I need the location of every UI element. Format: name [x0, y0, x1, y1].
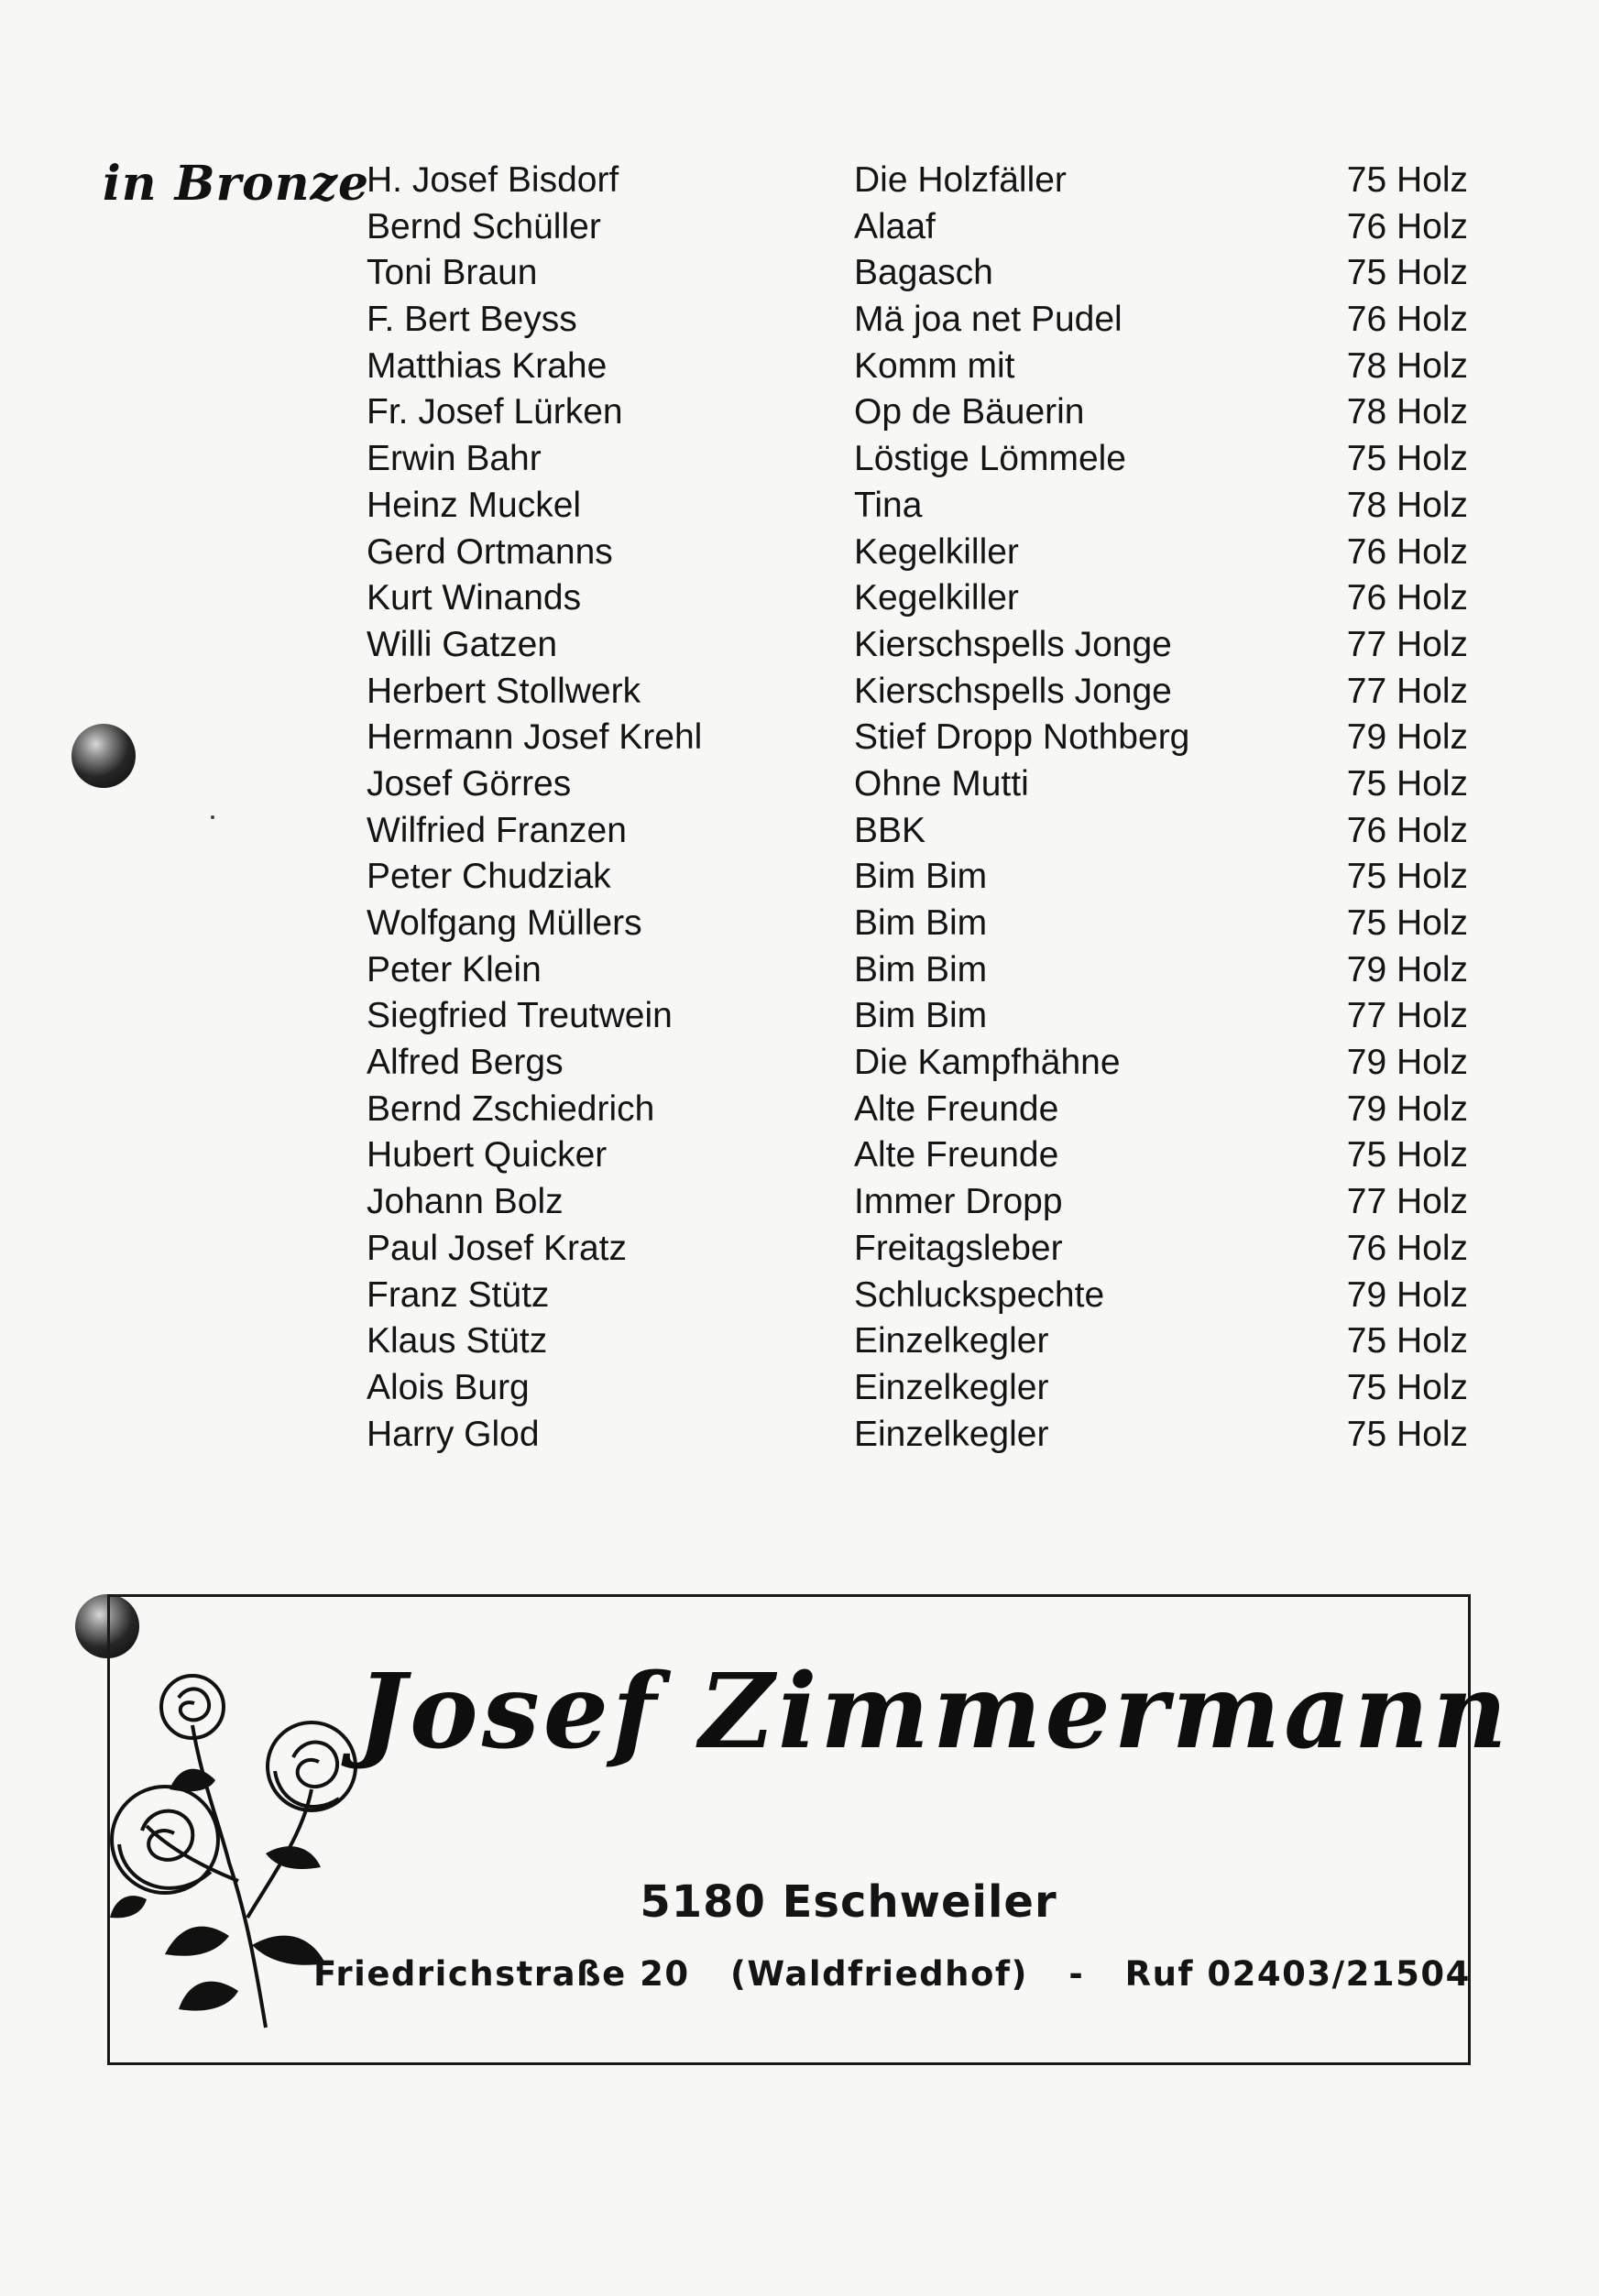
- section-title: in Bronze: [103, 156, 370, 212]
- list-row: [367, 1087, 1494, 1133]
- entry-name: F. Bert Beyss: [367, 300, 577, 340]
- list-row: [367, 1365, 1494, 1412]
- entry-name: Kurt Winands: [367, 578, 582, 618]
- entry-name: Wilfried Franzen: [367, 810, 627, 850]
- list-row: [367, 1132, 1494, 1179]
- entry-score: 75 Holz: [1346, 1414, 1468, 1454]
- entry-score: 76 Holz: [1346, 1228, 1468, 1268]
- entry-club: Die Holzfäller: [854, 160, 1067, 200]
- entry-score: 75 Holz: [1346, 253, 1468, 293]
- entry-score: 79 Holz: [1346, 1274, 1468, 1315]
- entry-club: BBK: [854, 810, 926, 850]
- list-row: [367, 436, 1494, 483]
- entry-score: 75 Holz: [1346, 903, 1468, 943]
- list-row: [367, 344, 1494, 390]
- entry-club: Stief Dropp Nothberg: [854, 717, 1190, 758]
- list-row: [367, 901, 1494, 947]
- entry-score: 78 Holz: [1346, 392, 1468, 432]
- entry-name: Willi Gatzen: [367, 624, 558, 664]
- list-row: [367, 297, 1494, 344]
- entry-club: Alte Freunde: [854, 1135, 1059, 1175]
- entry-club: Bim Bim: [854, 949, 988, 989]
- entry-score: 76 Holz: [1346, 531, 1468, 572]
- entry-name: Gerd Ortmanns: [367, 531, 613, 572]
- entry-club: Bim Bim: [854, 903, 988, 943]
- speck: [211, 815, 214, 819]
- entry-club: Op de Bäuerin: [854, 392, 1085, 432]
- entry-name: Herbert Stollwerk: [367, 671, 641, 711]
- list-row: [367, 158, 1494, 204]
- entry-score: 76 Holz: [1346, 206, 1468, 246]
- entry-score: 75 Holz: [1346, 1135, 1468, 1175]
- entry-score: 75 Holz: [1346, 1321, 1468, 1361]
- entry-club: Kierschspells Jonge: [854, 671, 1172, 711]
- entry-name: Johann Bolz: [367, 1182, 564, 1222]
- entry-name: Harry Glod: [367, 1414, 540, 1454]
- entry-name: Peter Klein: [367, 949, 542, 989]
- entry-club: Alte Freunde: [854, 1088, 1059, 1129]
- list-row: [367, 993, 1494, 1040]
- entry-club: Schluckspechte: [854, 1274, 1105, 1315]
- entry-club: Einzelkegler: [854, 1321, 1049, 1361]
- entry-name: Fr. Josef Lürken: [367, 392, 623, 432]
- entry-name: Toni Braun: [367, 253, 538, 293]
- entry-score: 79 Holz: [1346, 717, 1468, 758]
- entry-score: 76 Holz: [1346, 300, 1468, 340]
- list-row: [367, 1040, 1494, 1087]
- entry-name: Siegfried Treutwein: [367, 996, 673, 1036]
- entry-name: Bernd Schüller: [367, 206, 601, 246]
- entry-club: Kierschspells Jonge: [854, 624, 1172, 664]
- advertisement-box: [107, 1594, 1511, 2065]
- entry-name: Hubert Quicker: [367, 1135, 608, 1175]
- entry-score: 77 Holz: [1346, 996, 1468, 1036]
- list-row: [367, 622, 1494, 669]
- entry-name: Peter Chudziak: [367, 857, 611, 897]
- entry-name: Klaus Stütz: [367, 1321, 548, 1361]
- entry-name: Alois Burg: [367, 1367, 530, 1407]
- bronze-list: [367, 158, 1494, 1458]
- address-separator: -: [1068, 1954, 1085, 1994]
- list-row: [367, 761, 1494, 808]
- entry-score: 78 Holz: [1346, 485, 1468, 525]
- entry-score: 79 Holz: [1346, 1088, 1468, 1129]
- entry-club: Komm mit: [854, 345, 1015, 386]
- entry-club: Tina: [854, 485, 923, 525]
- entry-club: Alaaf: [854, 206, 936, 246]
- punch-hole: [71, 724, 136, 788]
- entry-score: 77 Holz: [1346, 1182, 1468, 1222]
- entry-score: 78 Holz: [1346, 345, 1468, 386]
- entry-name: Wolfgang Müllers: [367, 903, 642, 943]
- business-note: (Waldfriedhof): [730, 1954, 1028, 1994]
- entry-score: 75 Holz: [1346, 763, 1468, 804]
- entry-club: Kegelkiller: [854, 578, 1019, 618]
- entry-name: Alfred Bergs: [367, 1043, 564, 1083]
- list-row: [367, 669, 1494, 716]
- entry-club: Bim Bim: [854, 857, 988, 897]
- entry-club: Einzelkegler: [854, 1367, 1049, 1407]
- business-phone: Ruf 02403/21504: [1124, 1954, 1471, 1994]
- entry-club: Mä joa net Pudel: [854, 300, 1123, 340]
- list-row: [367, 1226, 1494, 1273]
- entry-club: Bagasch: [854, 253, 993, 293]
- business-street: Friedrichstraße 20: [313, 1954, 690, 1994]
- list-row: [367, 250, 1494, 297]
- entry-score: 75 Holz: [1346, 439, 1468, 479]
- list-row: [367, 1179, 1494, 1226]
- list-row: [367, 1412, 1494, 1459]
- entry-club: Freitagsleber: [854, 1228, 1063, 1268]
- list-row: [367, 808, 1494, 855]
- entry-club: Die Kampfhähne: [854, 1043, 1121, 1083]
- entry-club: Kegelkiller: [854, 531, 1019, 572]
- entry-club: Bim Bim: [854, 996, 988, 1036]
- entry-score: 75 Holz: [1346, 160, 1468, 200]
- list-row: [367, 204, 1494, 251]
- list-row: [367, 1273, 1494, 1319]
- list-row: [367, 947, 1494, 994]
- entry-score: 77 Holz: [1346, 624, 1468, 664]
- list-row: [367, 530, 1494, 576]
- list-row: [367, 389, 1494, 436]
- entry-club: Ohne Mutti: [854, 763, 1029, 804]
- business-city: 5180 Eschweiler: [640, 1876, 1057, 1928]
- entry-score: 79 Holz: [1346, 949, 1468, 989]
- entry-score: 77 Holz: [1346, 671, 1468, 711]
- business-address-line: [313, 1954, 1498, 1994]
- entry-name: Hermann Josef Krehl: [367, 717, 703, 758]
- entry-club: Immer Dropp: [854, 1182, 1063, 1222]
- list-row: [367, 854, 1494, 901]
- entry-name: Heinz Muckel: [367, 485, 582, 525]
- entry-name: H. Josef Bisdorf: [367, 160, 619, 200]
- entry-score: 75 Holz: [1346, 857, 1468, 897]
- list-row: [367, 575, 1494, 622]
- entry-score: 76 Holz: [1346, 810, 1468, 850]
- list-row: [367, 1318, 1494, 1365]
- entry-name: Bernd Zschiedrich: [367, 1088, 655, 1129]
- entry-club: Löstige Lömmele: [854, 439, 1126, 479]
- entry-name: Paul Josef Kratz: [367, 1228, 627, 1268]
- entry-name: Josef Görres: [367, 763, 572, 804]
- entry-name: Matthias Krahe: [367, 345, 608, 386]
- entry-score: 75 Holz: [1346, 1367, 1468, 1407]
- list-row: [367, 483, 1494, 530]
- entry-score: 76 Holz: [1346, 578, 1468, 618]
- entry-name: Erwin Bahr: [367, 439, 542, 479]
- entry-score: 79 Holz: [1346, 1043, 1468, 1083]
- entry-club: Einzelkegler: [854, 1414, 1049, 1454]
- entry-name: Franz Stütz: [367, 1274, 550, 1315]
- list-row: [367, 715, 1494, 761]
- business-name: Josef Zimmermann: [357, 1652, 1511, 1772]
